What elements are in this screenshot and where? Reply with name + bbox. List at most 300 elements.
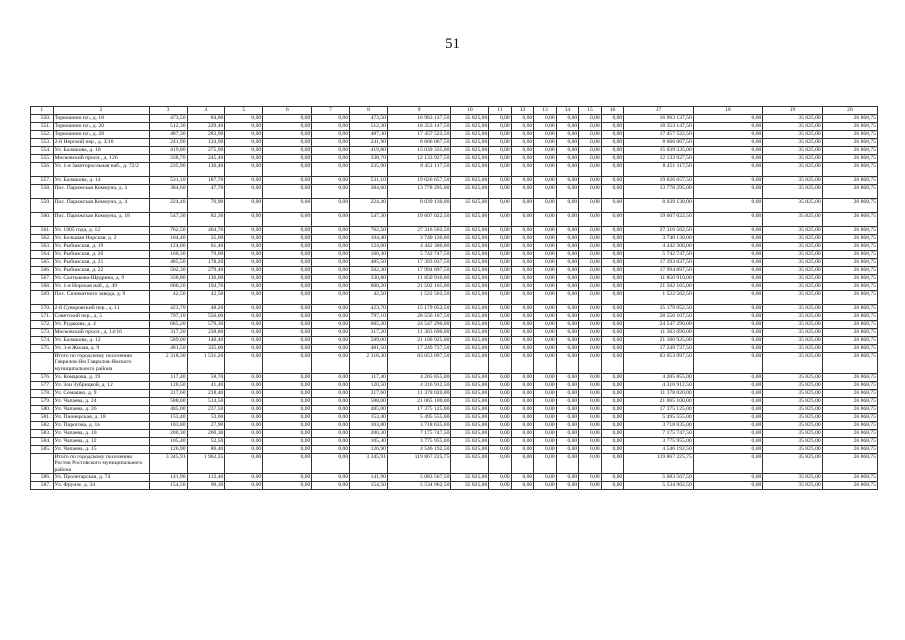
row-number: 570. — [31, 305, 54, 313]
address-cell: Торкошино пл., д. 20 — [53, 123, 149, 131]
table-row — [31, 243, 878, 251]
value-cell: 19 026 657,50 — [387, 177, 450, 185]
column-number-header: 6 — [263, 107, 312, 115]
value-cell: 0,00 — [534, 382, 557, 390]
value-cell: 419,80 — [350, 147, 388, 155]
value-cell: 35 825,00 — [451, 474, 489, 482]
value-cell: 15 039 335,00 — [387, 147, 450, 155]
value-cell: 0,00 — [601, 398, 624, 406]
value-cell: 0,00 — [511, 139, 534, 147]
row-number: 572. — [31, 321, 54, 329]
value-cell: 18 353 147,50 — [387, 123, 450, 131]
value-cell: 48,20 — [187, 305, 225, 313]
value-cell: 35 825,00 — [763, 227, 822, 235]
table-row — [31, 337, 878, 345]
address-cell: Московский просп., д. 14/16 — [53, 329, 149, 337]
value-cell: 0,00 — [534, 213, 557, 227]
value-cell: 35 825,00 — [763, 329, 822, 337]
value-cell: 224,40 — [350, 199, 388, 213]
page-number: 51 — [445, 36, 460, 52]
value-cell: 35 825,00 — [451, 155, 489, 163]
value-cell: 124,90 — [187, 139, 225, 147]
row-number: 562. — [31, 235, 54, 243]
value-cell: 0,00 — [263, 474, 312, 482]
value-cell: 0,00 — [225, 337, 263, 345]
table-row — [31, 139, 878, 147]
row-number: 577. — [31, 382, 54, 390]
value-cell: 26 868,75 — [822, 390, 877, 398]
value-cell: 0,00 — [225, 291, 263, 305]
value-cell: 0,00 — [579, 185, 602, 199]
value-cell: 35 825,00 — [451, 313, 489, 321]
value-cell: 0,00 — [225, 313, 263, 321]
value-cell: 0,00 — [601, 337, 624, 345]
value-cell: 0,00 — [601, 267, 624, 275]
value-cell: 21 065 100,00 — [387, 398, 450, 406]
address-cell: Торкошино пл., д. 18 — [53, 115, 149, 123]
value-cell: 0,00 — [601, 213, 624, 227]
value-cell: 8 666 067,50 — [387, 139, 450, 147]
value-cell: 0,00 — [489, 199, 512, 213]
value-cell: 0,00 — [534, 474, 557, 482]
value-cell: 0,00 — [693, 474, 763, 482]
value-cell: 35 825,00 — [763, 213, 822, 227]
value-cell: 0,00 — [556, 115, 579, 123]
value-cell: 105,40 — [350, 438, 388, 446]
value-cell: 26 868,75 — [822, 382, 877, 390]
value-cell: 317,20 — [149, 329, 187, 337]
value-cell: 0,00 — [489, 155, 512, 163]
value-cell: 4 442 300,00 — [387, 243, 450, 251]
address-cell: 2-й Нерский пер., д. 3/10 — [53, 139, 149, 147]
row-number: 560. — [31, 213, 54, 227]
value-cell: 104,40 — [350, 235, 388, 243]
value-cell: 0,00 — [511, 235, 534, 243]
value-cell: 0,00 — [511, 115, 534, 123]
value-cell: 26 868,75 — [822, 177, 877, 185]
value-cell: 35 825,00 — [763, 382, 822, 390]
value-cell: 141,90 — [149, 474, 187, 482]
value-cell: 588,00 — [149, 398, 187, 406]
value-cell: 556,00 — [187, 313, 225, 321]
column-number-header: 19 — [763, 107, 822, 115]
value-cell: 423,70 — [350, 305, 388, 313]
value-cell: 26 868,75 — [822, 267, 877, 275]
value-cell: 35 825,00 — [763, 147, 822, 155]
value-cell: 35 825,00 — [763, 446, 822, 454]
value-cell: 0,00 — [489, 438, 512, 446]
value-cell: 90,30 — [187, 482, 225, 490]
value-cell: 0,00 — [601, 305, 624, 313]
column-number-header: 15 — [579, 107, 602, 115]
value-cell: 17 457 522,50 — [624, 131, 694, 139]
value-cell: 0,00 — [489, 267, 512, 275]
table-row — [31, 235, 878, 243]
address-cell: Ул. Фрунзе, д. 34 — [53, 482, 149, 490]
value-cell: 26 868,75 — [822, 374, 877, 382]
value-cell: 35 825,00 — [763, 414, 822, 422]
value-cell: 0,00 — [489, 123, 512, 131]
value-cell: 35 825,00 — [451, 259, 489, 267]
value-cell: 0,00 — [693, 446, 763, 454]
value-cell: 0,00 — [579, 259, 602, 267]
value-cell: 8 451 117,50 — [387, 163, 450, 177]
value-cell: 0,00 — [693, 422, 763, 430]
value-cell: 512,30 — [149, 123, 187, 131]
value-cell: 0,00 — [225, 227, 263, 235]
value-cell: 0,00 — [534, 446, 557, 454]
value-cell: 0,00 — [511, 243, 534, 251]
value-cell: 0,00 — [534, 155, 557, 163]
value-cell: 0,00 — [693, 123, 763, 131]
value-cell: 35 825,00 — [763, 422, 822, 430]
value-cell: 0,00 — [579, 227, 602, 235]
column-number-header: 10 — [451, 107, 489, 115]
value-cell: 0,00 — [601, 345, 624, 353]
value-cell: 0,00 — [556, 199, 579, 213]
value-cell: 0,00 — [601, 482, 624, 490]
column-number-header: 9 — [387, 107, 450, 115]
column-number-header: 13 — [534, 107, 557, 115]
value-cell: 35 825,00 — [451, 374, 489, 382]
value-cell: 86,40 — [187, 446, 225, 454]
address-cell: Ул. Балашова, д. 14 — [53, 177, 149, 185]
value-cell: 103,80 — [350, 422, 388, 430]
value-cell: 335,00 — [187, 345, 225, 353]
value-cell: 0,00 — [556, 446, 579, 454]
value-cell: 35 825,00 — [763, 283, 822, 291]
value-cell: 119 867 225,75 — [387, 454, 450, 474]
value-cell: 0,00 — [693, 321, 763, 329]
value-cell: 0,00 — [489, 337, 512, 345]
value-cell: 0,00 — [263, 275, 312, 283]
value-cell: 0,00 — [225, 374, 263, 382]
value-cell: 0,00 — [693, 398, 763, 406]
value-cell: 35 825,00 — [763, 185, 822, 199]
value-cell: 473,50 — [350, 115, 388, 123]
value-cell: 0,00 — [601, 329, 624, 337]
value-cell: 26 868,75 — [822, 139, 877, 147]
value-cell: 26 868,75 — [822, 123, 877, 131]
address-cell: Ул. Чапаева, д. 15 — [53, 446, 149, 454]
value-cell: 153,40 — [350, 414, 388, 422]
row-number: 585. — [31, 446, 54, 454]
table-row — [31, 422, 878, 430]
value-cell: 0,00 — [263, 267, 312, 275]
value-cell: 600,20 — [350, 283, 388, 291]
table-row — [31, 123, 878, 131]
value-cell: 589,00 — [149, 337, 187, 345]
value-cell: 19 607 022,50 — [624, 213, 694, 227]
table-row — [31, 382, 878, 390]
value-cell: 0,00 — [511, 155, 534, 163]
value-cell: 0,00 — [601, 406, 624, 414]
value-cell: 11 363 690,00 — [387, 329, 450, 337]
value-cell: 26 868,75 — [822, 321, 877, 329]
value-cell: 485,50 — [149, 259, 187, 267]
value-cell: 5 742 747,50 — [387, 251, 450, 259]
value-cell: 0,00 — [225, 454, 263, 474]
value-cell: 26 868,75 — [822, 430, 877, 438]
address-cell: Ул. Рыбинская, д. 21 — [53, 259, 149, 267]
value-cell: 0,00 — [312, 438, 350, 446]
value-cell: 0,00 — [693, 131, 763, 139]
value-cell: 0,00 — [534, 243, 557, 251]
value-cell: 26 868,75 — [822, 291, 877, 305]
value-cell: 0,00 — [556, 139, 579, 147]
value-cell: 35 825,00 — [763, 163, 822, 177]
value-cell: 241,90 — [350, 139, 388, 147]
value-cell: 8 039 130,00 — [624, 199, 694, 213]
value-cell: 5 083 567,50 — [624, 474, 694, 482]
value-cell: 17 994 897,50 — [387, 267, 450, 275]
value-cell: 0,00 — [579, 353, 602, 374]
table-row — [31, 213, 878, 227]
value-cell: 0,00 — [489, 474, 512, 482]
value-cell: 0,00 — [534, 283, 557, 291]
value-cell: 26 868,75 — [822, 406, 877, 414]
value-cell: 35 825,00 — [763, 243, 822, 251]
value-cell: 4 316 912,50 — [624, 382, 694, 390]
value-cell: 105,40 — [149, 438, 187, 446]
value-cell: 0,00 — [489, 482, 512, 490]
value-cell: 187,70 — [187, 177, 225, 185]
value-cell: 0,00 — [693, 147, 763, 155]
value-cell: 0,00 — [263, 406, 312, 414]
value-cell: 0,00 — [263, 155, 312, 163]
value-cell: 0,00 — [263, 243, 312, 251]
table-row — [31, 283, 878, 291]
value-cell: 28 556 107,50 — [387, 313, 450, 321]
value-cell: 3 775 955,00 — [624, 438, 694, 446]
value-cell: 0,00 — [556, 345, 579, 353]
value-cell: 0,00 — [534, 259, 557, 267]
value-cell: 0,00 — [312, 155, 350, 163]
value-cell: 35 825,00 — [763, 438, 822, 446]
value-cell: 0,00 — [601, 115, 624, 123]
value-cell: 140,40 — [187, 337, 225, 345]
value-cell: 279,40 — [187, 267, 225, 275]
value-cell: 35 825,00 — [763, 251, 822, 259]
value-cell: 0,00 — [579, 454, 602, 474]
table-row — [31, 438, 878, 446]
value-cell: 0,00 — [511, 414, 534, 422]
value-cell: 21 100 925,00 — [624, 337, 694, 345]
value-cell: 35 825,00 — [451, 251, 489, 259]
value-cell: 0,00 — [601, 321, 624, 329]
value-cell: 35 825,00 — [451, 131, 489, 139]
address-cell: Ул. Рыбинская, д. 19 — [53, 243, 149, 251]
address-cell: Ул. Семашко, д. 9 — [53, 390, 149, 398]
value-cell: 35 825,00 — [763, 390, 822, 398]
value-cell: 26 868,75 — [822, 305, 877, 313]
value-cell: 0,00 — [693, 382, 763, 390]
value-cell: 0,00 — [534, 430, 557, 438]
value-cell: 0,00 — [601, 123, 624, 131]
value-cell: 3 718 635,00 — [624, 422, 694, 430]
value-cell: 17 375 125,00 — [624, 406, 694, 414]
value-cell: 0,00 — [556, 382, 579, 390]
value-cell: 473,50 — [149, 115, 187, 123]
value-cell: 0,00 — [534, 345, 557, 353]
value-cell: 0,00 — [312, 482, 350, 490]
value-cell: 136,00 — [187, 275, 225, 283]
value-cell: 762,50 — [149, 227, 187, 235]
table-row — [31, 131, 878, 139]
value-cell: 0,00 — [489, 446, 512, 454]
value-cell: 0,00 — [263, 259, 312, 267]
value-cell: 18 353 147,50 — [624, 123, 694, 131]
value-cell: 0,00 — [489, 374, 512, 382]
value-cell: 83 053 097,50 — [387, 353, 450, 374]
table-row — [31, 414, 878, 422]
value-cell: 5 742 747,50 — [624, 251, 694, 259]
value-cell: 0,00 — [511, 313, 534, 321]
value-cell: 0,00 — [312, 123, 350, 131]
value-cell: 0,00 — [579, 147, 602, 155]
value-cell: 0,00 — [225, 251, 263, 259]
value-cell: 588,00 — [350, 398, 388, 406]
value-cell: 0,00 — [312, 353, 350, 374]
column-number-header: 4 — [187, 107, 225, 115]
value-cell: 126,90 — [149, 446, 187, 454]
table-row — [31, 115, 878, 123]
value-cell: 26 868,75 — [822, 155, 877, 163]
value-cell: 35 825,00 — [763, 374, 822, 382]
value-cell: 200,30 — [149, 430, 187, 438]
value-cell: 26 868,75 — [822, 251, 877, 259]
value-cell: 0,00 — [579, 283, 602, 291]
value-cell: 0,00 — [693, 305, 763, 313]
value-cell: 0,00 — [511, 422, 534, 430]
value-cell: 7 175 747,50 — [624, 430, 694, 438]
value-cell: 0,00 — [579, 267, 602, 275]
value-cell: 154,50 — [350, 482, 388, 490]
row-number: 552. — [31, 131, 54, 139]
value-cell: 26 868,75 — [822, 283, 877, 291]
value-cell: 0,00 — [579, 155, 602, 163]
value-cell: 35 825,00 — [763, 259, 822, 267]
value-cell: 126,90 — [350, 446, 388, 454]
value-cell: 119 867 225,75 — [624, 454, 694, 474]
value-cell: 4 205 855,00 — [624, 374, 694, 382]
value-cell: 0,00 — [579, 243, 602, 251]
value-cell: 0,00 — [263, 305, 312, 313]
value-cell: 17 457 522,50 — [387, 131, 450, 139]
value-cell: 0,00 — [693, 313, 763, 321]
column-number-header: 8 — [350, 107, 388, 115]
value-cell: 117,40 — [149, 374, 187, 382]
address-cell: Ул. Чапаева, д. 26 — [53, 406, 149, 414]
value-cell: 0,00 — [556, 275, 579, 283]
table-row — [31, 163, 878, 177]
value-cell: 0,00 — [534, 227, 557, 235]
value-cell: 0,00 — [225, 123, 263, 131]
value-cell: 0,00 — [489, 213, 512, 227]
value-cell: 0,00 — [534, 482, 557, 490]
address-cell: Итого по городскому поселению Ростов Ростовского муниципального района — [53, 454, 149, 474]
value-cell: 0,00 — [693, 353, 763, 374]
value-cell: 26 868,75 — [822, 329, 877, 337]
value-cell: 0,00 — [534, 422, 557, 430]
value-cell: 17 393 037,50 — [624, 259, 694, 267]
row-number: 571. — [31, 313, 54, 321]
value-cell: 35 825,00 — [763, 321, 822, 329]
value-cell: 0,00 — [579, 321, 602, 329]
value-cell: 0,00 — [601, 446, 624, 454]
value-cell: 0,00 — [225, 163, 263, 177]
value-cell: 0,00 — [693, 374, 763, 382]
value-cell: 0,00 — [225, 345, 263, 353]
table-row — [31, 374, 878, 382]
value-cell: 24 547 290,00 — [387, 321, 450, 329]
value-cell: 35 825,00 — [763, 482, 822, 490]
value-cell: 0,00 — [534, 414, 557, 422]
value-cell: 0,00 — [511, 275, 534, 283]
row-number: 567. — [31, 275, 54, 283]
value-cell: 0,00 — [312, 398, 350, 406]
value-cell: 0,00 — [225, 438, 263, 446]
value-cell: 0,00 — [263, 398, 312, 406]
value-cell: 0,00 — [225, 474, 263, 482]
value-cell: 0,00 — [489, 398, 512, 406]
value-cell: 245,40 — [187, 155, 225, 163]
value-cell: 0,00 — [556, 147, 579, 155]
value-cell: 0,00 — [489, 139, 512, 147]
value-cell: 0,00 — [312, 177, 350, 185]
value-cell: 0,00 — [263, 227, 312, 235]
value-cell: 0,00 — [263, 147, 312, 155]
value-cell: 8 451 117,50 — [624, 163, 694, 177]
value-cell: 0,00 — [534, 163, 557, 177]
value-cell: 0,00 — [556, 251, 579, 259]
value-cell: 0,00 — [312, 414, 350, 422]
value-cell: 0,00 — [225, 131, 263, 139]
value-cell: 0,00 — [556, 283, 579, 291]
value-cell: 15 039 335,00 — [624, 147, 694, 155]
address-cell: Ул. Пионерская, д. 18 — [53, 414, 149, 422]
value-cell: 0,00 — [556, 177, 579, 185]
value-cell: 76,90 — [187, 199, 225, 213]
value-cell: 83 053 097,50 — [624, 353, 694, 374]
value-cell: 0,00 — [579, 313, 602, 321]
value-cell: 21 065 100,00 — [624, 398, 694, 406]
value-cell: 0,00 — [225, 382, 263, 390]
value-cell: 0,00 — [263, 177, 312, 185]
address-cell: Ул. Салтыкова-Щедрина, д. 9 — [53, 275, 149, 283]
value-cell: 0,00 — [489, 321, 512, 329]
value-cell: 21 502 165,00 — [624, 283, 694, 291]
value-cell: 0,00 — [534, 353, 557, 374]
value-cell: 5 534 962,50 — [624, 482, 694, 490]
value-cell: 0,00 — [579, 275, 602, 283]
value-cell: 338,70 — [350, 155, 388, 163]
value-cell: 0,00 — [312, 185, 350, 199]
value-cell: 12 133 927,50 — [387, 155, 450, 163]
row-number: 550. — [31, 115, 54, 123]
value-cell: 35 825,00 — [451, 390, 489, 398]
value-cell: 0,00 — [693, 329, 763, 337]
value-cell: 35 825,00 — [763, 199, 822, 213]
column-number-header: 14 — [556, 107, 579, 115]
value-cell: 58,70 — [187, 374, 225, 382]
value-cell: 0,00 — [225, 185, 263, 199]
value-cell: 0,00 — [601, 185, 624, 199]
value-cell: 419,80 — [149, 147, 187, 155]
value-cell: 0,00 — [556, 406, 579, 414]
value-cell: 4 546 192,50 — [624, 446, 694, 454]
value-cell: 0,00 — [489, 275, 512, 283]
